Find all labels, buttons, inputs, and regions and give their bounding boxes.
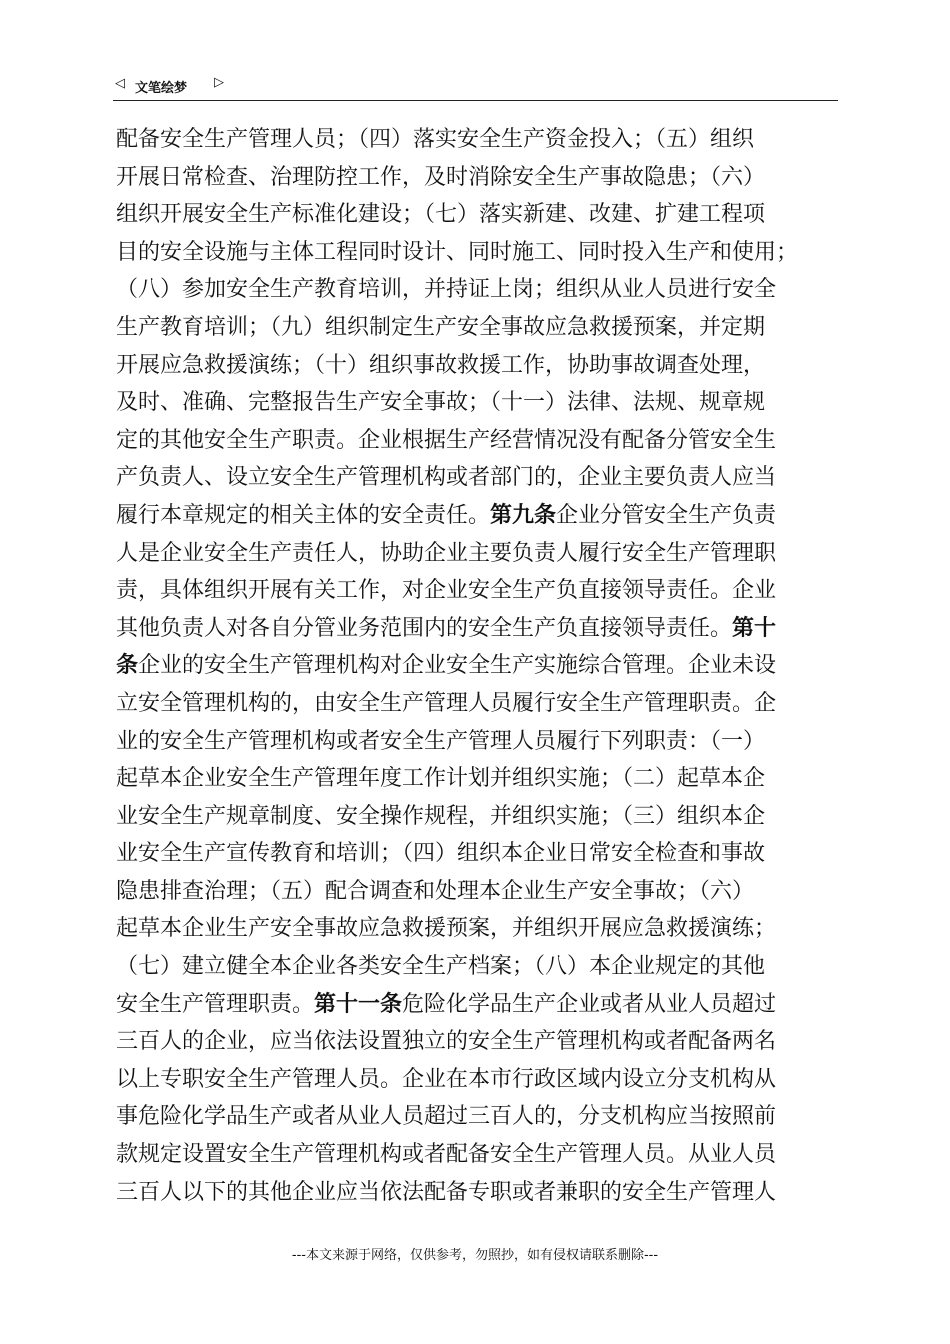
text-line [116, 610, 838, 648]
text-line [116, 535, 838, 573]
article-number: 第九条 [490, 502, 557, 528]
text-line [116, 835, 838, 873]
text-line [116, 1136, 838, 1174]
text-line [116, 384, 838, 422]
text-line [116, 1098, 838, 1136]
text-line [116, 497, 838, 535]
text-line [116, 347, 838, 385]
text-line [116, 271, 838, 309]
text-run: （七）建立健全本企业各类安全生产档案；（八）本企业规定的其他 [116, 954, 766, 980]
text-line [116, 572, 838, 610]
text-line [116, 647, 838, 685]
text-line [116, 910, 838, 948]
text-run: 责，具体组织开展有关工作，对企业安全生产负直接领导责任。企业 [116, 578, 777, 604]
text-line [116, 723, 838, 761]
left-triangle-icon: ◁ [115, 76, 125, 91]
text-line [116, 196, 838, 234]
text-line [116, 1174, 838, 1212]
header-title: 文笔绘梦 [135, 81, 188, 96]
page-header [113, 70, 838, 101]
text-line [116, 760, 838, 798]
footer-disclaimer: ---本文来源于网络，仅供参考，勿照抄，如有侵权请联系删除--- [291, 1248, 659, 1263]
text-run: 生产教育培训；（九）组织制定生产安全事故应急救援预案，并定期 [116, 314, 766, 340]
text-run: 事危险化学品生产或者从业人员超过三百人的，分支机构应当按照前 [116, 1104, 777, 1130]
text-line [116, 121, 838, 159]
text-run: 人是企业安全生产责任人，协助企业主要负责人履行安全生产管理职 [116, 540, 777, 566]
text-run: （八）参加安全生产教育培训，并持证上岗；组织从业人员进行安全 [116, 277, 777, 303]
right-triangle-icon: ▷ [214, 75, 224, 90]
article-number: 第十 [732, 615, 777, 641]
text-line [116, 986, 838, 1024]
text-run: 危险化学品生产企业或者从业人员超过 [402, 991, 777, 1017]
text-run: 配备安全生产管理人员；（四）落实安全生产资金投入；（五）组织 [116, 127, 755, 152]
text-line [116, 422, 838, 460]
text-run: 起草本企业安全生产管理年度工作计划并组织实施；（二）起草本企 [116, 766, 766, 792]
text-run: 开展应急救援演练；（十）组织事故救援工作，协助事故调查处理， [116, 352, 766, 378]
text-run: 三百人的企业，应当依法设置独立的安全生产管理机构或者配备两名 [116, 1029, 777, 1055]
text-run: 目的安全设施与主体工程同时设计、同时施工、同时投入生产和使用； [116, 239, 799, 265]
text-run: 组织开展安全生产标准化建设；（七）落实新建、改建、扩建工程项 [116, 202, 766, 228]
text-run: 立安全管理机构的，由安全生产管理人员履行安全生产管理职责。企 [116, 690, 777, 716]
text-run: 业的安全生产管理机构或者安全生产管理人员履行下列职责：（一） [116, 728, 766, 754]
text-line [116, 234, 838, 272]
text-line [116, 309, 838, 347]
text-run: 隐患排查治理；（五）配合调查和处理本企业生产安全事故；（六） [116, 878, 755, 904]
text-run: 以上专职安全生产管理人员。企业在本市行政区域内设立分支机构从 [116, 1066, 777, 1092]
text-line [116, 459, 838, 497]
text-run: 安全生产管理职责。 [116, 991, 315, 1017]
text-run: 企业分管安全生产负责 [556, 502, 777, 528]
text-line [116, 1023, 838, 1061]
article-number: 第十一条 [314, 991, 403, 1017]
text-run: 履行本章规定的相关主体的安全责任。 [116, 502, 491, 528]
text-run: 业安全生产规章制度、安全操作规程，并组织实施；（三）组织本企 [116, 803, 766, 829]
text-line [116, 685, 838, 723]
article-number: 条 [116, 653, 139, 679]
text-line [116, 1061, 838, 1099]
document-body [116, 121, 838, 1211]
text-line [116, 873, 838, 911]
text-run: 款规定设置安全生产管理机构或者配备安全生产管理人员。从业人员 [116, 1142, 777, 1168]
text-run: 定的其他安全生产职责。企业根据生产经营情况没有配备分管安全生 [116, 427, 777, 453]
text-run: 其他负责人对各自分管业务范围内的安全生产负直接领导责任。 [116, 615, 733, 641]
text-run: 业安全生产宣传教育和培训；（四）组织本企业日常安全检查和事故 [116, 841, 766, 867]
text-run: 企业的安全生产管理机构对企业安全生产实施综合管理。企业未设 [138, 653, 777, 679]
text-run: 产负责人、设立安全生产管理机构或者部门的，企业主要负责人应当 [116, 465, 777, 491]
text-run: 及时、准确、完整报告生产安全事故；（十一）法律、法规、规章规 [116, 390, 766, 416]
text-run: 起草本企业生产安全事故应急救援预案，并组织开展应急救援演练； [116, 916, 777, 942]
text-line [116, 798, 838, 836]
text-run: 开展日常检查、治理防控工作，及时消除安全生产事故隐患；（六） [116, 164, 766, 190]
text-run: 三百人以下的其他企业应当依法配备专职或者兼职的安全生产管理人 [116, 1179, 777, 1205]
text-line [116, 948, 838, 986]
text-line [116, 159, 838, 197]
